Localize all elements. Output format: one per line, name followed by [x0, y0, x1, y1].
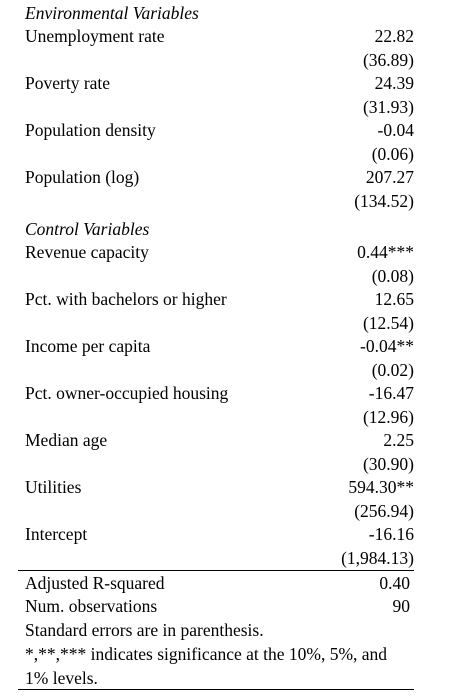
- variable-label: Unemployment rate: [25, 26, 165, 46]
- table-rule-top: [18, 570, 414, 571]
- coefficient-value: 22.82: [374, 26, 414, 46]
- table-row: [18, 523, 414, 547]
- stat-label: Adjusted R-squared: [25, 573, 165, 593]
- table-row: [18, 288, 414, 312]
- table-rule-bottom: [18, 689, 414, 690]
- standard-error-value: (31.93): [362, 96, 414, 117]
- stat-value: 0.40: [379, 573, 410, 593]
- variable-label: Median age: [25, 430, 108, 450]
- coefficient-value: -16.16: [368, 524, 414, 544]
- coefficient-value: 207.27: [365, 167, 414, 187]
- standard-error-value: (30.90): [362, 453, 414, 474]
- standard-error-row: [18, 96, 414, 120]
- table-row: [18, 119, 414, 143]
- table-note-standard-errors: Standard errors are in parenthesis.: [25, 620, 264, 640]
- variable-label: Revenue capacity: [25, 242, 149, 262]
- variable-label: Income per capita: [25, 336, 151, 356]
- standard-error-row: [18, 406, 414, 430]
- standard-error-value: (256.94): [354, 500, 414, 521]
- variable-label: Poverty rate: [25, 73, 111, 93]
- standard-error-value: (1,984.13): [341, 547, 414, 568]
- coefficient-value: 12.65: [374, 289, 414, 309]
- coefficient-value: 2.25: [383, 430, 414, 450]
- section-title: Environmental Variables: [25, 3, 199, 23]
- table-note-significance: *,**,*** indicates significance at the 10%, 5%, and 1% levels.: [25, 644, 388, 688]
- table-row: [18, 241, 414, 265]
- variable-label: Population density: [25, 120, 156, 140]
- standard-error-row: [18, 312, 414, 336]
- table-row: [18, 382, 414, 406]
- standard-error-row: [18, 265, 414, 289]
- section-header-control: [18, 218, 414, 242]
- coefficient-value: -0.04**: [360, 336, 414, 356]
- standard-error-row: [18, 453, 414, 477]
- variable-label: Pct. owner-occupied housing: [25, 383, 229, 403]
- table-row: [18, 476, 414, 500]
- table-row: [18, 429, 414, 453]
- standard-error-value: (134.52): [354, 190, 414, 211]
- standard-error-value: (36.89): [362, 49, 414, 70]
- standard-error-row: [18, 547, 414, 571]
- variable-label: Intercept: [25, 524, 88, 544]
- coefficient-value: 594.30**: [348, 477, 414, 497]
- coefficient-value: 24.39: [374, 73, 414, 93]
- variable-label: Population (log): [25, 167, 140, 187]
- stat-label: Num. observations: [25, 596, 158, 616]
- table-row: [18, 72, 414, 96]
- standard-error-value: (12.96): [362, 406, 414, 427]
- coefficient-value: -0.04: [377, 120, 414, 140]
- variable-label: Pct. with bachelors or higher: [25, 289, 227, 309]
- coefficient-value: 0.44***: [357, 242, 414, 262]
- standard-error-row: [18, 500, 414, 524]
- table-row: [18, 335, 414, 359]
- table-row: [18, 25, 414, 49]
- stat-row-num-observations: [18, 595, 414, 619]
- coefficient-value: -16.47: [368, 383, 414, 403]
- standard-error-value: (12.54): [362, 312, 414, 333]
- standard-error-value: (0.08): [371, 265, 414, 286]
- section-title: Control Variables: [25, 219, 150, 239]
- section-header-environmental: [18, 2, 414, 26]
- variable-label: Utilities: [25, 477, 82, 497]
- standard-error-row: [18, 49, 414, 73]
- standard-error-value: (0.06): [371, 143, 414, 164]
- standard-error-row: [18, 359, 414, 383]
- stat-row-adjusted-r-squared: [18, 572, 414, 596]
- standard-error-value: (0.02): [371, 359, 414, 380]
- stat-value: 90: [392, 596, 410, 616]
- table-row: [18, 166, 414, 190]
- standard-error-row: [18, 190, 414, 214]
- standard-error-row: [18, 143, 414, 167]
